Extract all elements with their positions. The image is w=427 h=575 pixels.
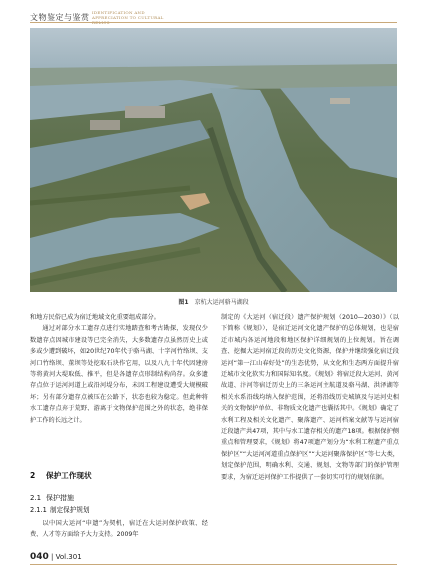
left-column-tail [30,518,208,541]
page-footer: 040 | Vol.301 [30,552,82,562]
aerial-photo [30,28,397,292]
page-header [30,8,400,26]
section-heading-2-1 [30,493,74,503]
figure-caption [0,297,427,306]
paragraph: 和地方民俗已成为宿迁地域文化重要组成部分。 [30,314,160,321]
paragraph: 以中国大运河“申遗”为契机，宿迁在大运河保护政策、经费、人才等方面给予大力支持。2009年 [30,520,208,539]
section-number: 2 [30,471,36,480]
journal-title-en: IDENTIFICATION AND APPRECIATION TO CULTURAL [92,10,164,20]
footer-divider [30,564,397,565]
paragraph: 通过对部分水工遗存点进行实地踏查和考古勘探，发现仅少数遗存点因城市建设等已完全消失，大多数遗存点虽然历史上或多或少遭到破坏，如20世纪70年代于骆马湖、十字河竹络坝、支河口竹络坝、董坝等处挖取石块作它用，以及八九十年代因建房等将黄河大堤取低、推平，但是各遗存点形制结构尚存。众多遗存点位于运河河道上或沿河堤分布，未因工程建设遭受大规模破坏；另有部分遗存点被压在公路下，状态也较为稳定。但此种将水工遗存点弃于荒野、游离于文物保护范围之外的状态，绝非保护工作的长远之计。 [30,325,208,424]
section-title: 制定保护规划 [50,506,90,514]
section-number: 2.1.1 [30,506,47,514]
section-number: 2.1 [30,494,42,502]
journal-title: 文物鉴定与鉴赏 [30,13,90,22]
section-title: 保护工作现状 [46,471,92,480]
volume-number: Vol.301 [55,553,82,561]
figure-number: 图1 [178,299,189,306]
section-heading-2 [30,470,92,481]
section-title: 保护措施 [46,494,74,502]
section-heading-2-1-1 [30,504,90,514]
left-column [30,312,208,426]
right-column [221,312,399,483]
header-divider [30,22,397,23]
figure-caption-text: 京杭大运河骆马湖段 [194,299,249,306]
paragraph: 制定的《大运河（宿迁段）遗产保护规划（2010—2030）》（以下简称《规划》），是宿迁运河文化遗产保护的总体规划，也是宿迁市城内各运河地段和地区保护详细规划的上位规划。旨在调查、挖掘大运河宿迁段的历史文化资源，保护并继续强化宿迁段运河“第一江山春好处”的生态优势，从文化和生态两方面提升宿迁城市文化软实力和国际知名度。《规划》将宿迁段大运河、黄河故道、汴河等宿迁历史上的三条运河主航道及骆马湖、洪泽湖等相关水系沿线均纳入保护范围，还将沿线历史城镇及与运河史相关的文物保护单位、非物质文化遗产也囊括其中。《规划》确定了水利工程及相关文化遗产、聚落遗产、运河档案文献等与运河宿迁段遗产共47项，其中与水工遗存相关的遗产18项。根据保护侧重点和管理要求，《规划》将47项遗产划分为“水利工程遗产重点保护区”“大运河河道重点保护区”“大运河聚落保护区”等七大类，划定保护范围，明确水利、交通、规划、文物等部门的保护管理要求，为宿迁运河保护工作提供了一套切实可行的规划依据。 [221,314,399,481]
page-number: 040 [30,552,49,562]
